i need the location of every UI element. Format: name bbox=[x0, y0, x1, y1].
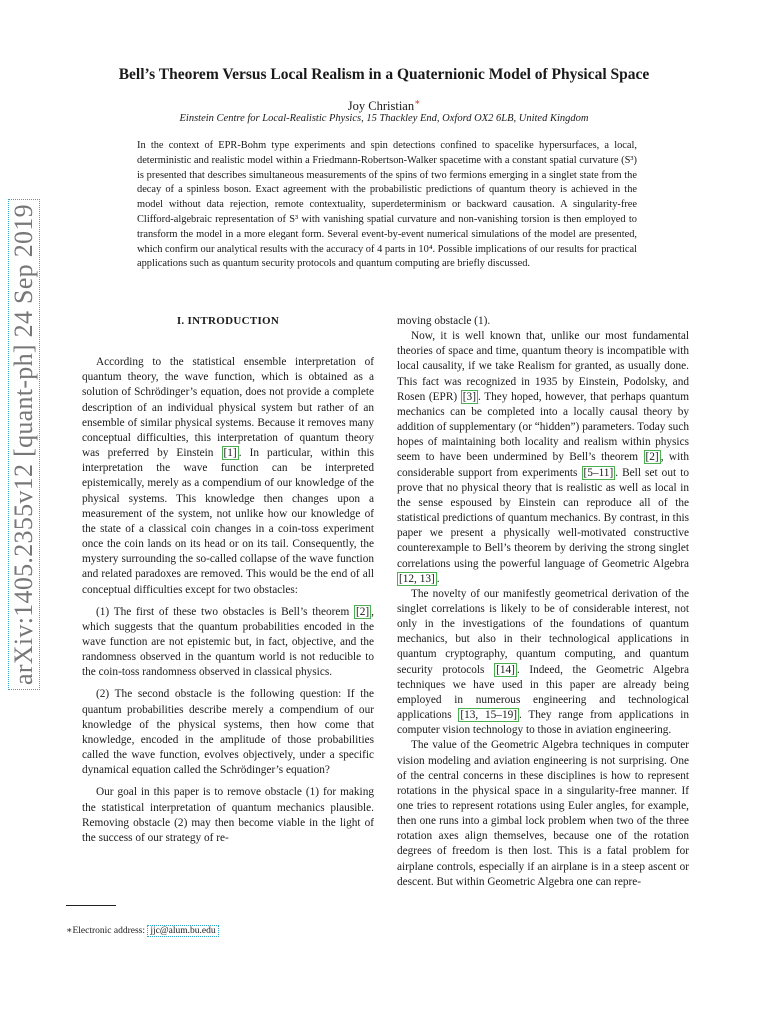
footnote bbox=[66, 925, 219, 936]
paragraph: The novelty of our manifestly geometrical derivation of the singlet correlations is likely to be of considerable interest, not only in the investigations of the foundations of quantum mechanics, but also in their technological applications in quantum cryptography, quantum computing, and quantum security protocols [14] . Indeed, the Geometric Algebra techniques we have used in this paper are already being employed in numerous engineering and technological applications [13, 15–19] . They range from applications in computer vision technology to those in aviation engineering. bbox=[397, 587, 690, 737]
right-column bbox=[397, 314, 689, 890]
citation-link[interactable]: [1] bbox=[223, 447, 237, 460]
citation-link[interactable]: [13, 15–19] bbox=[460, 709, 517, 722]
arxiv-identifier-stamp[interactable] bbox=[8, 204, 48, 730]
author-name: Joy Christian bbox=[347, 99, 415, 114]
arxiv-identifier-text[interactable]: arXiv:1405.2355v12 [quant-ph] 24 Sep 2019 bbox=[8, 199, 40, 690]
footnote-label: ∗Electronic address: bbox=[66, 926, 148, 936]
citation-link[interactable]: [2] bbox=[355, 605, 370, 618]
footnote-rule bbox=[66, 905, 116, 906]
paragraph: According to the statistical ensemble interpretation of quantum theory, the wave function, which is obtained as a solution of Schrödinger’s equation, does not provide a complete description of an individual physical system but rather of an ensemble of similar physical systems. Because it removes many conceptual difficulties, this interpretation of quantum theory was preferred by Einstein [1] . In particular, within this interpretation the wave function can be interpreted epistemically, merely as a compendium of our knowledge of the physical systems. This knowledge then changes upon a measurement of the system, not unlike how our knowledge of the state of a classical coin changes in a coin-toss experiment once the coin lands on its head or on its tail. Consequently, the mystery surrounding the so-called collapse of the wave function and related paradoxes are removed. This would be the end of all conceptual difficulties except for two obstacles: bbox=[82, 356, 375, 596]
paragraph: (1) The first of these two obstacles is Bell’s theorem [2] , which suggests that the quantum probabilities encoded in the wave function are not epistemic but, in fact, objective, and the randomness observed in the quantum world is not reducible to the coin-toss randomness observed in classical physics. bbox=[82, 605, 374, 679]
citation-link[interactable]: [14] bbox=[496, 663, 515, 676]
paragraph: Our goal in this paper is to remove obstacle (1) for making the statistical interpretation of quantum mechanics plausible. Removing obstacle (2) may then become viable in the light of the success of our strategy of re- bbox=[82, 786, 374, 844]
citation-link[interactable]: [2] bbox=[645, 451, 659, 464]
section-heading: I. INTRODUCTION bbox=[176, 315, 280, 327]
citation-link[interactable]: [12, 13] bbox=[399, 572, 435, 585]
paragraph: (2) The second obstacle is the following question: If the quantum probabilities describe merely a compendium of our knowledge of the physical systems, then how come that knowledge, encoded in the amplitude of those probabilities called the wave function, evolves objectively, under a specific dynamical equation called the Schrödinger’s equation? bbox=[82, 688, 374, 777]
paragraph: Now, it is well known that, unlike our most fundamental theories of space and time, quantum theory is incompatible with local causality, if we take Realism for granted, as usually done. This fact was recognized in 1935 by Einstein, Podolsky, and Rosen (EPR) [3] . They hoped, however, that perhaps quantum mechanics can be completed into a locally causal theory by addition of supplementary (or “hidden”) parameters. Today such hopes of maintaining both locality and realism within physics seem to have been undermined by Bell’s theorem [2] , with considerable support from experiments [5–11] . Bell set out to prove that no physical theory that is realistic as well as local in the sense espoused by Einstein can reproduce all of the statistical predictions of quantum mechanics. By contrast, in this paper we present a physically well-motivated constructive counterexample to Bell’s theorem by deriving the strong singlet correlations using the powerful language of Geometric Algebra [12, 13] . bbox=[397, 330, 689, 585]
paragraph: moving obstacle (1). bbox=[397, 315, 491, 327]
abstract: In the context of EPR-Bohm type experiments and spin detections confined to spacelike hypersurfaces, a local, deterministic and realistic model within a Friedmann-Robertson-Walker spacetime with a constant spatial curvature (S³) is presented that describes simultaneous measurements of the spins of two fermions emerging in a singlet state from the decay of a spinless boson. Exact agreement with the probabilistic predictions of quantum theory is achieved in the model without data rejection, remote contextuality, superdeterminism or backward causation. A singularity-free Clifford-algebraic representation of S³ with vanishing spatial curvature and non-vanishing torsion is then employed to transform the model in a more elegant form. Several event-by-event numerical simulations of the model are presented, which confirm our analytical results with the accuracy of 4 parts in 10⁴. Possible implications of our results for practical applications such as quantum security protocols and quantum computing are briefly discussed. bbox=[137, 140, 637, 270]
left-column bbox=[82, 314, 374, 846]
paragraph: The value of the Geometric Algebra techniques in computer vision modeling and aviation engineering is not surprising. One of the central concerns in these disciplines is how to represent rotations in the physical space in a singularity-free manner. If one tries to represent rotations using Euler angles, for example, then one runs into a gimbal lock problem when two of the three rotation axes align themselves, because one of the rotation degrees of freedom is then lost. This is a fatal problem for airplane controls, especially if an airplane is in a steep ascent or descent. But within Geometric Algebra one can repre- bbox=[397, 739, 689, 888]
author-line bbox=[60, 97, 708, 114]
citation-link[interactable]: [5–11] bbox=[583, 466, 614, 479]
paper-title: Bell’s Theorem Versus Local Realism in a Quaternionic Model of Physical Space bbox=[118, 66, 650, 83]
author-affiliation: Einstein Centre for Local-Realistic Physics, 15 Thackley End, Oxford OX2 6LB, United Kingdom bbox=[179, 113, 589, 124]
author-footnote-mark[interactable]: ∗ bbox=[414, 97, 421, 107]
citation-link[interactable]: [3] bbox=[462, 390, 476, 403]
email-link[interactable]: jjc@alum.bu.edu bbox=[147, 925, 218, 937]
